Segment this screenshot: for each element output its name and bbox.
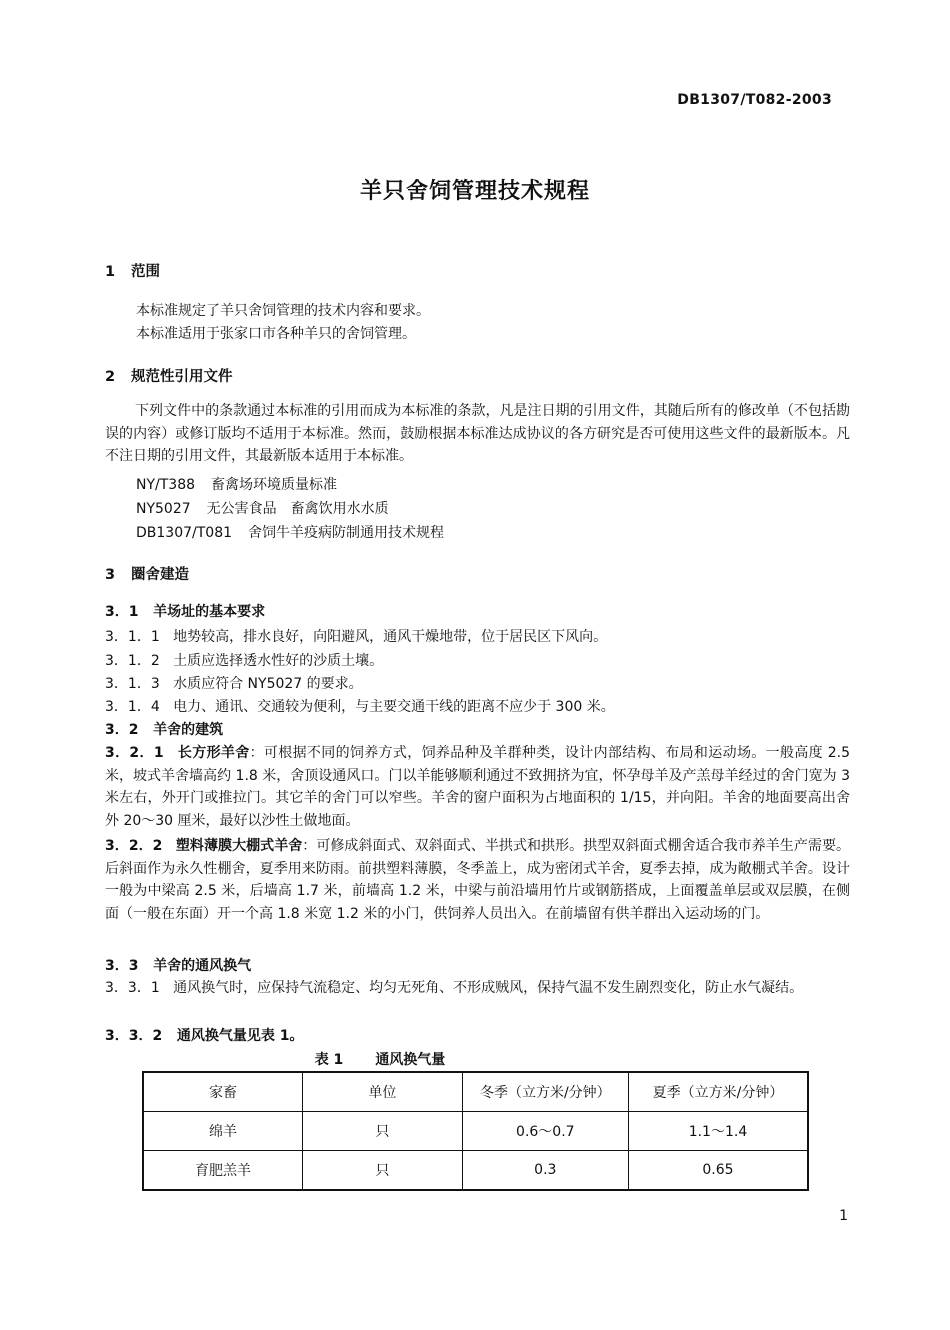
reference-code: NY5027	[136, 501, 191, 517]
subsection-title: 羊场址的基本要求	[153, 604, 266, 620]
clause-3-1-2	[105, 650, 383, 670]
clause-text: 土质应选择透水性好的沙质土壤。	[173, 653, 384, 669]
clause-number: 3．1．3	[105, 676, 160, 692]
clause-number: 3．3．2	[105, 1028, 163, 1044]
clause-number: 3．1．4	[105, 699, 160, 715]
subsection-title: 羊舍的建筑	[153, 722, 224, 738]
section-number: 3	[105, 567, 116, 583]
reference-name: 舍饲牛羊疫病防制通用技术规程	[248, 525, 445, 541]
table-header-row	[143, 1072, 808, 1112]
clause-number: 3．2．2	[105, 838, 163, 854]
clause-number: 3．1．1	[105, 629, 160, 645]
ventilation-table	[142, 1071, 809, 1191]
table-cell: 只	[303, 1112, 463, 1151]
table-row	[143, 1112, 808, 1151]
subsection-3-2-heading	[105, 719, 223, 739]
column-header: 冬季（立方米/分钟）	[462, 1072, 628, 1112]
clause-text: 通风换气时，应保持气流稳定、均匀无死角、不形成贼风，保持气温不发生剧烈变化，防止水气凝结。	[173, 980, 804, 996]
subsection-title: 羊舍的通风换气	[153, 958, 252, 974]
reference-item	[136, 522, 444, 542]
section-number: 1	[105, 264, 116, 280]
section-title: 圈舍建造	[131, 567, 189, 583]
subsection-3-3-heading	[105, 955, 251, 975]
clause-label: 长方形羊舍	[177, 745, 250, 761]
table-cell: 1.1～1.4	[628, 1112, 808, 1151]
column-header: 家畜	[143, 1072, 303, 1112]
table-cell: 0.6～0.7	[462, 1112, 628, 1151]
section-1-heading	[105, 260, 160, 281]
clause-label: 塑料薄膜大棚式羊舍	[175, 838, 303, 854]
table-cell: 0.65	[628, 1151, 808, 1191]
clause-text: 电力、通讯、交通较为便利，与主要交通干线的距离不应少于 300 米。	[173, 699, 615, 715]
table-caption-title: 通风换气量	[375, 1052, 446, 1068]
table-caption	[0, 1049, 760, 1069]
clause-number: 3．2．1	[105, 745, 164, 761]
table-caption-number: 表 1	[314, 1052, 344, 1068]
section-3-heading	[105, 563, 189, 584]
table-row	[143, 1151, 808, 1191]
table-cell: 育肥羔羊	[143, 1151, 303, 1191]
section-title: 范围	[131, 264, 160, 280]
section-1-paragraph-1: 本标准规定了羊只舍饲管理的技术内容和要求。	[136, 303, 430, 319]
column-header: 夏季（立方米/分钟）	[628, 1072, 808, 1112]
clause-3-1-3	[105, 673, 363, 693]
clause-text: ：可修成斜面式、双斜面式、半拱式和拱形。拱型双斜面式棚舍适合我市养羊生产需要。后斜面作为永久性棚舍，夏季用来防雨。前拱塑料薄膜，冬季盖上，成为密闭式羊舍，夏季去掉，成为敞棚式羊舍。设计一般为中梁高 2.5 米，后墙高 1.7 米，前墙高 1.2 米，中梁与前沿墙用竹片或钢筋搭成，上面覆盖单层或双层膜，在侧面（一般在东面）开一个高 1.8 米宽 1.2 米的小门，供饲养人员出入。在前墙留有供羊群出入运动场的门。	[105, 838, 850, 922]
section-2-intro: 下列文件中的条款通过本标准的引用而成为本标准的条款，凡是注日期的引用文件，其随后所有的修改单（不包括勘误的内容）或修订版均不适用于本标准。然而，鼓励根据本标准达成协议的各方研究是否可使用这些文件的最新版本。凡不注日期的引用文件，其最新版本适用于本标准。	[105, 403, 850, 465]
section-1-paragraph-2: 本标准适用于张家口市各种羊只的舍饲管理。	[136, 326, 416, 342]
clause-text: 通风换气量见表 1。	[176, 1028, 304, 1044]
section-number: 2	[105, 369, 116, 385]
clause-3-2-2	[105, 835, 850, 925]
subsection-number: 3．1	[105, 604, 139, 620]
clause-number: 3．1．2	[105, 653, 160, 669]
table-cell: 绵羊	[143, 1112, 303, 1151]
clause-text: 地势较高，排水良好，向阳避风，通风干燥地带，位于居民区下风向。	[173, 629, 608, 645]
page-title: 羊只舍饲管理技术规程	[359, 179, 590, 204]
clause-3-1-1	[105, 626, 607, 646]
reference-code: DB1307/T081	[136, 525, 233, 541]
column-header: 单位	[303, 1072, 463, 1112]
reference-code: NY/T388	[136, 477, 196, 493]
section-2-heading	[105, 365, 233, 386]
clause-text: 水质应符合 NY5027 的要求。	[173, 676, 363, 692]
table-cell: 0.3	[462, 1151, 628, 1191]
clause-number: 3．3．1	[105, 980, 160, 996]
subsection-number: 3．2	[105, 722, 139, 738]
document-number: DB1307/T082-2003	[677, 92, 832, 108]
reference-name: 畜禽场环境质量标准	[211, 477, 338, 493]
reference-item	[136, 474, 337, 494]
clause-3-3-2	[105, 1025, 303, 1045]
table-cell: 只	[303, 1151, 463, 1191]
clause-3-2-1	[105, 742, 850, 832]
section-title: 规范性引用文件	[131, 369, 233, 385]
subsection-3-1-heading	[105, 601, 265, 621]
subsection-number: 3．3	[105, 958, 139, 974]
reference-item	[136, 498, 389, 518]
reference-name: 无公害食品	[206, 501, 277, 517]
clause-3-1-4	[105, 696, 615, 716]
clause-text: ：可根据不同的饲养方式，饲养品种及羊群种类，设计内部结构、布局和运动场。一般高度 2.5 米，坡式羊舍墙高约 1.8 米，舍顶设通风口。门以羊能够顺利通过不致拥挤为宜，怀孕母羊及产羔母羊经过的舍门宽为 3 米左右，外开门或推拉门。其它羊的舍门可以窄些。羊舍的窗户面积为占地面积的 1/15，并向阳。羊舍的地面要高出舍外 20～30 厘米，最好以沙性土做地面。	[105, 745, 850, 829]
reference-name-part-2: 畜禽饮用水水质	[290, 501, 389, 517]
clause-3-3-1	[105, 977, 850, 1000]
page-number: 1	[839, 1208, 848, 1224]
